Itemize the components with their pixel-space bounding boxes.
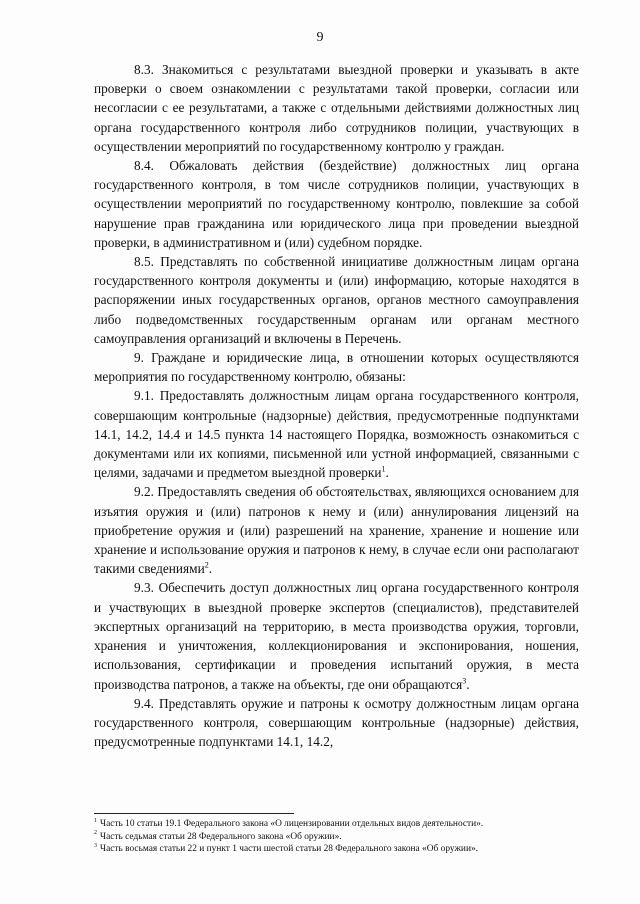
paragraph-9-3: 9.3. Обеспечить доступ должностных лиц органа государственного контроля и участвующих в выездной проверке экспертов (специалистов), представителей экспертных организаций на территорию, в места производства оружия, торговли, хранения и уничтожения, коллекционирования и экспонирования, ношения, использования, сертификации и проведения испытаний оружия, в места производства патронов, а также на объекты, где они обращаются$^3$.	[94, 580, 579, 692]
paragraph-text: 8.5. Представлять по собственной инициативе должностным лицам органа государственного контроля документы и (или) информацию, которые находятся в распоряжении иных государственных органов, органов местного самоуправления либо подведомственных государственным органам или органам местного самоуправления организаций и включены в Перечень.	[94, 254, 579, 346]
footnote-text: Часть 10 статьи 19.1 Федерального закона «О лицензировании отдельных видов деятельности».	[100, 819, 484, 829]
paragraph-text: 9.1. Предоставлять должностным лицам органа государственного контроля, совершающим контрольные (надзорные) действия, предусмотренные подпунктами 14.1, 14.2, 14.4 и 14.5 пункта 14 настоящего Порядка, возможность ознакомиться с документами или их копиями, письменной или устной информацией, связанными с целями, задачами и предметом выездной проверки	[94, 388, 579, 481]
paragraph-text: 9. Граждане и юридические лица, в отношении которых осуществляются мероприятия по государственному контролю, обязаны:	[94, 350, 579, 385]
paragraph-text: 8.4. Обжаловать действия (бездействие) должностных лиц органа государственного контроля, в том числе сотрудников полиции, участвующих в осуществлении мероприятий по государственному контролю, повлекшие за собой нарушение прав гражданина или юридического лица при проведении выездной проверки, в административном и (или) судебном порядке.	[94, 158, 579, 250]
document-body	[94, 60, 579, 751]
footnote-text: Часть восьмая статьи 22 и пункт 1 части шестой статьи 28 Федерального закона «Об оружии».	[100, 844, 478, 854]
paragraph-8-3	[94, 60, 579, 156]
paragraph-9	[94, 348, 579, 386]
footnotes	[94, 818, 579, 856]
footnote-separator	[94, 813, 294, 814]
page-number: 9	[316, 30, 324, 45]
footnote-2	[94, 831, 579, 844]
paragraph-text: 9.4. Представлять оружие и патроны к осмотру должностным лицам органа государственного контроля, совершающим контрольные (надзорные) действия, предусмотренные подпунктами 14.1, 14.2,	[94, 695, 579, 750]
paragraph-8-4	[94, 156, 579, 252]
footnote-number: 1	[94, 817, 97, 824]
footnote-reference: 3	[462, 676, 467, 686]
paragraph-8-5	[94, 252, 579, 348]
footnote-reference: 1	[381, 464, 386, 474]
paragraph-text: 8.3. Знакомиться с результатами выездной проверки и указывать в акте проверки о своем ознакомлении с результатами такой проверки, согласии или несогласии с ее результатами, а также с отдельными действиями должностных лиц органа государственного контроля либо сотрудников полиции, участвующих в осуществлении мероприятий по государственному контролю у граждан.	[94, 62, 579, 154]
paragraph-9-1: 9.1. Предоставлять должностным лицам органа государственного контроля, совершающим контрольные (надзорные) действия, предусмотренные подпунктами 14.1, 14.2, 14.4 и 14.5 пункта 14 настоящего Порядка, возможность ознакомиться с документами или их копиями, письменной или устной информацией, связанными с целями, задачами и предметом выездной проверки$^1$.	[94, 388, 579, 481]
footnote-1	[94, 818, 579, 831]
footnote-reference: 2	[204, 560, 209, 570]
paragraph-9-2: 9.2. Предоставлять сведения об обстоятельствах, являющихся основанием для изъятия оружия и (или) патронов к нему и (или) аннулирования лицензий на приобретение оружия и (или) разрешений на хранение, хранение и ношение или хранение и использование оружия и патронов к нему, в случае если они располагают такими сведениями$^2$.	[94, 484, 579, 577]
paragraph-text: 9.3. Обеспечить доступ должностных лиц органа государственного контроля и участвующих в выездной проверке экспертов (специалистов), представителей экспертных организаций на территорию, в места производства оружия, торговли, хранения и уничтожения, коллекционирования и экспонирования, ношения, использования, сертификации и проведения испытаний оружия, в места производства патронов, а также на объекты, где они обращаются	[94, 580, 579, 692]
footnote-text: Часть седьмая статьи 28 Федерального закона «Об оружии».	[100, 831, 342, 842]
paragraph-9-4	[94, 694, 579, 752]
footnote-3	[94, 843, 579, 856]
footnote-number: 3	[94, 842, 97, 849]
paragraph-text: 9.2. Предоставлять сведения об обстоятельствах, являющихся основанием для изъятия оружия и (или) патронов к нему и (или) аннулирования лицензий на приобретение оружия и (или) разрешений на хранение, хранение и ношение или хранение и использование оружия и патронов к нему, в случае если они располагают такими сведениями	[94, 484, 579, 577]
footnote-number: 2	[94, 830, 97, 837]
